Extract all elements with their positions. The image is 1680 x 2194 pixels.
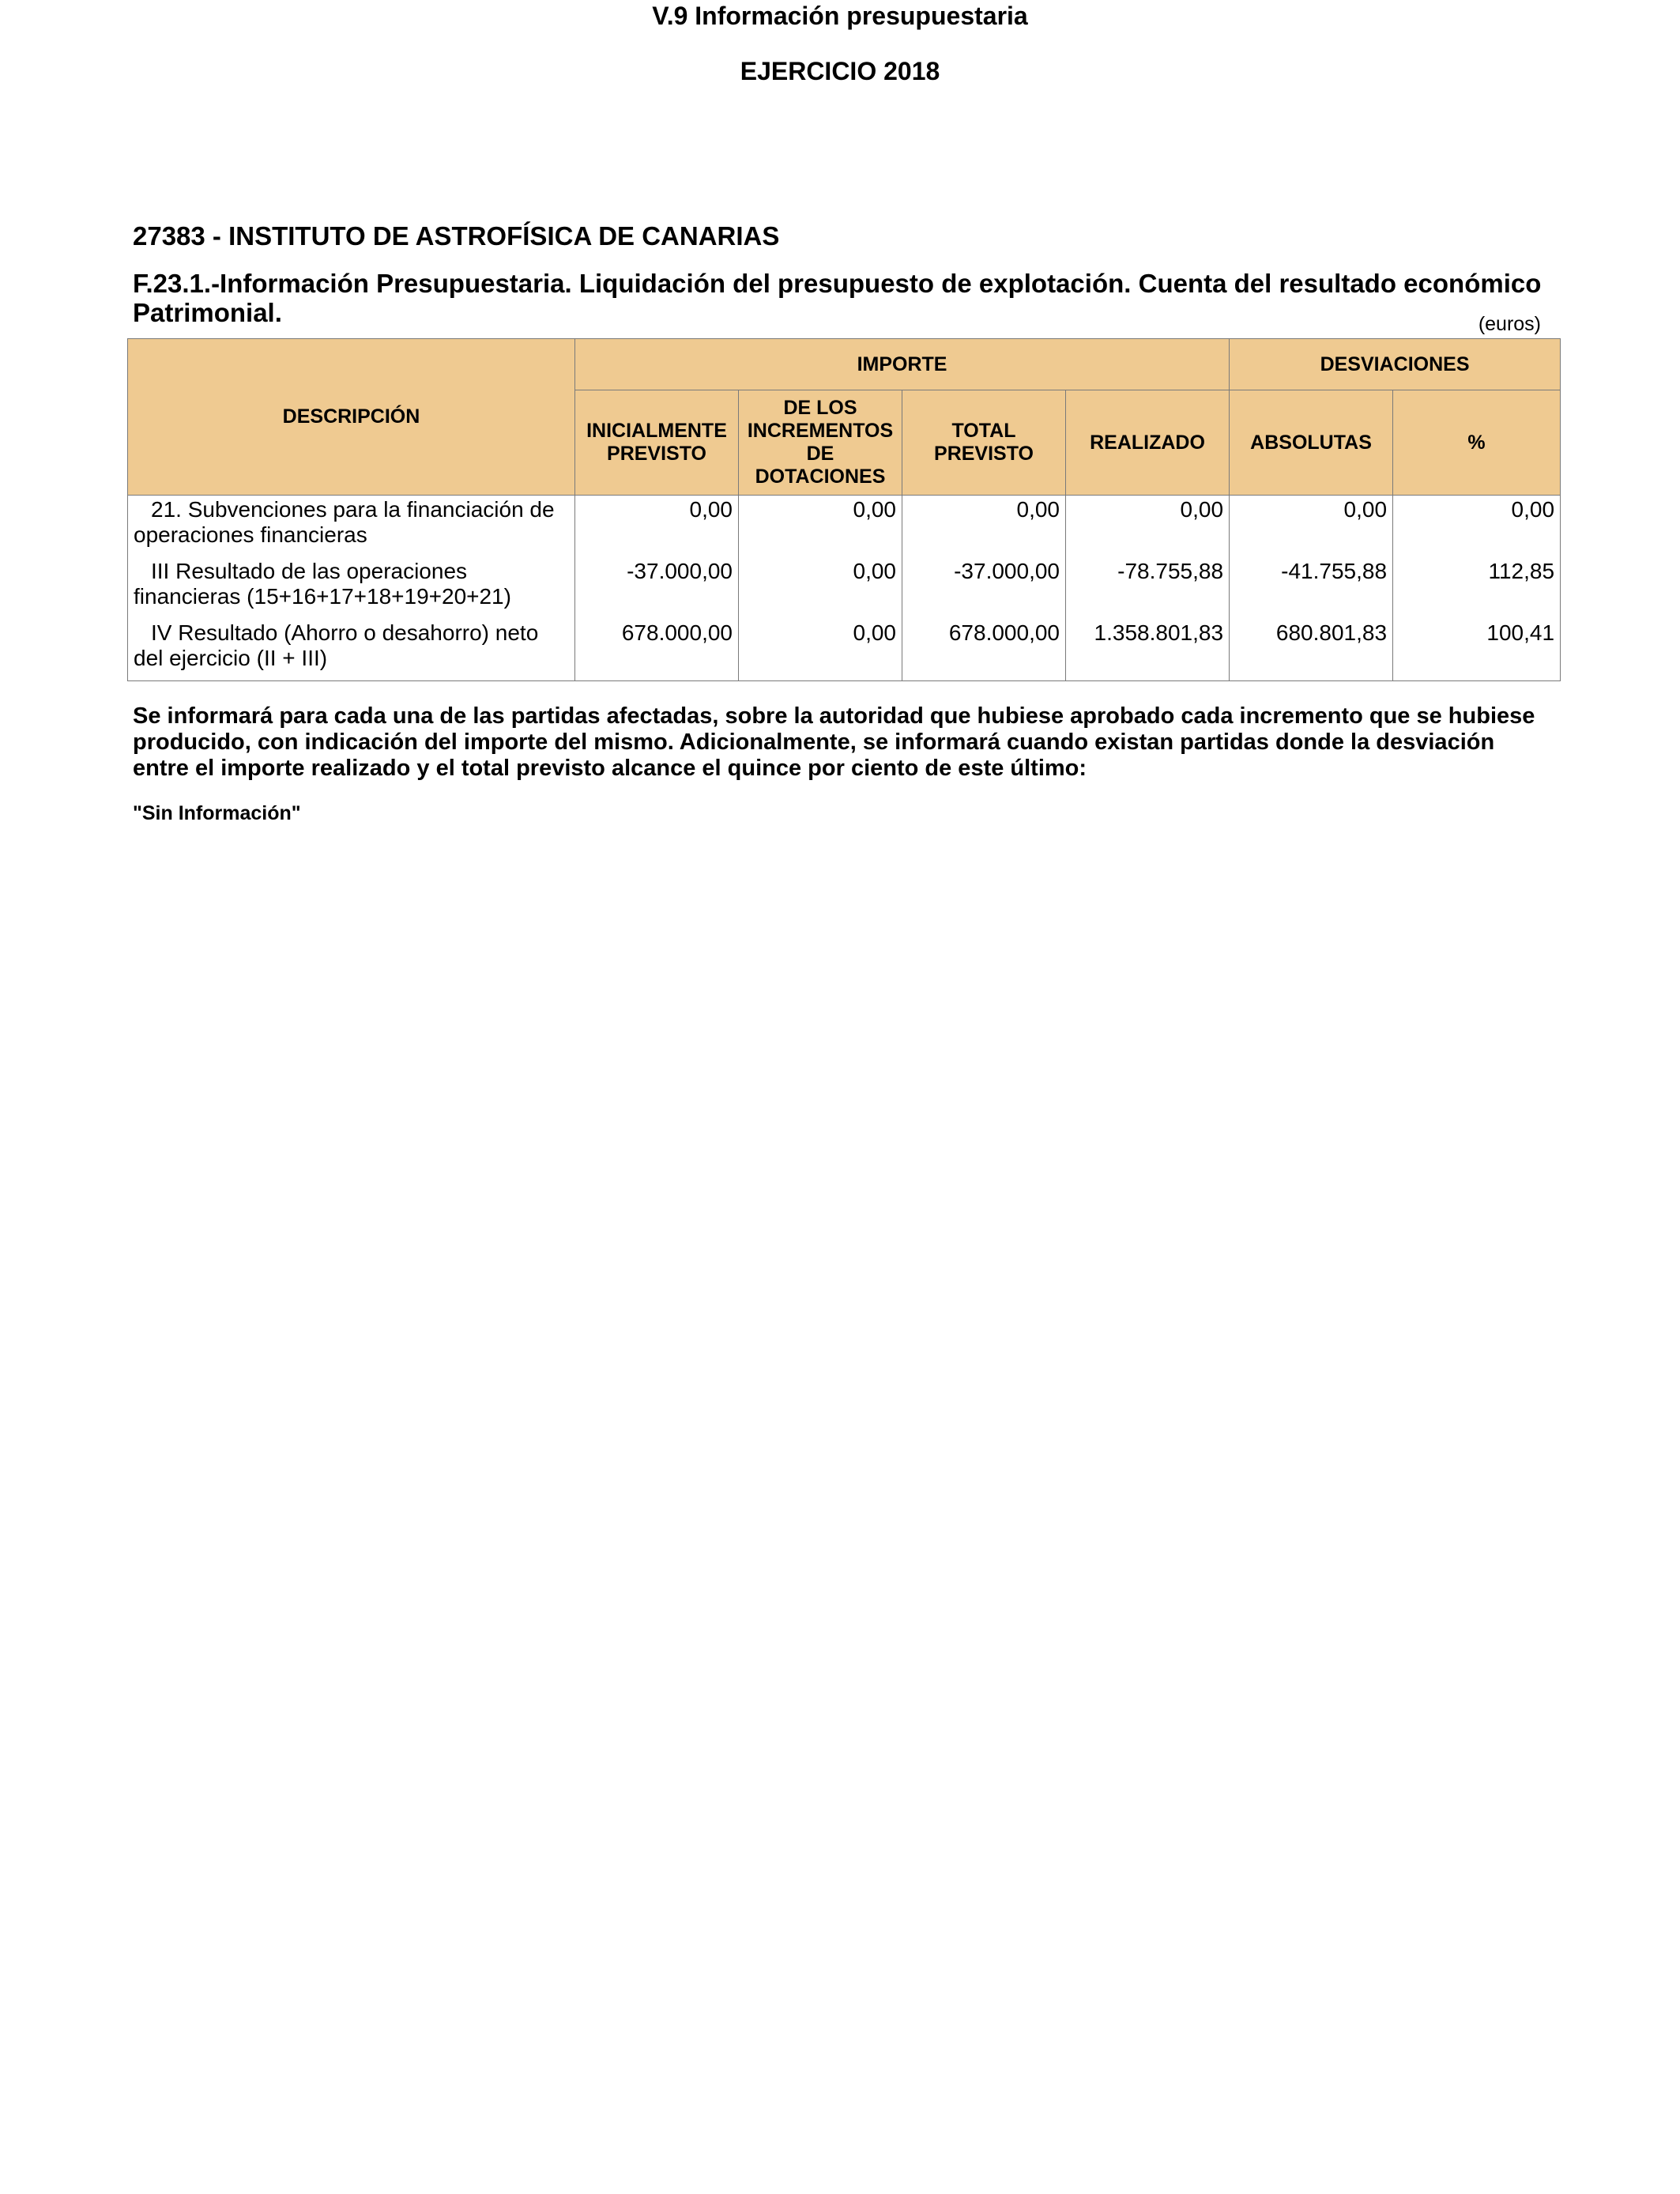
row-description: IV Resultado (Ahorro o desahorro) neto del ejercicio (II + III) bbox=[128, 619, 575, 681]
budget-table bbox=[127, 338, 1561, 681]
report-title: F.23.1.-Información Presupuestaria. Liquidación del presupuesto de explotación. Cuenta del resultado económico Patrimonial. bbox=[133, 269, 1542, 327]
group-header-desviaciones: DESVIACIONES bbox=[1230, 339, 1561, 390]
table-row bbox=[128, 496, 1561, 558]
entity-title: 27383 - INSTITUTO DE ASTROFÍSICA DE CANARIAS bbox=[133, 221, 780, 251]
column-header-description: DESCRIPCIÓN bbox=[128, 339, 575, 496]
column-header-percent: % bbox=[1393, 390, 1561, 496]
cell-total-previsto: 678.000,00 bbox=[902, 619, 1066, 681]
cell-total-previsto: 0,00 bbox=[902, 496, 1066, 558]
cell-realizado: 1.358.801,83 bbox=[1066, 619, 1230, 681]
cell-incrementos: 0,00 bbox=[739, 619, 902, 681]
cell-incrementos: 0,00 bbox=[739, 496, 902, 558]
row-description: III Resultado de las operaciones financieras (15+16+17+18+19+20+21) bbox=[128, 557, 575, 619]
column-header-absolutas: ABSOLUTAS bbox=[1230, 390, 1393, 496]
cell-realizado: -78.755,88 bbox=[1066, 557, 1230, 619]
column-header-inicialmente-previsto: INICIALMENTE PREVISTO bbox=[575, 390, 739, 496]
cell-inicialmente-previsto: 678.000,00 bbox=[575, 619, 739, 681]
cell-percent: 112,85 bbox=[1393, 557, 1561, 619]
cell-inicialmente-previsto: 0,00 bbox=[575, 496, 739, 558]
column-header-total-previsto: TOTAL PREVISTO bbox=[902, 390, 1066, 496]
cell-absolutas: -41.755,88 bbox=[1230, 557, 1393, 619]
cell-inicialmente-previsto: -37.000,00 bbox=[575, 557, 739, 619]
fiscal-year-heading: EJERCICIO 2018 bbox=[740, 57, 940, 85]
group-header-importe: IMPORTE bbox=[575, 339, 1230, 390]
cell-total-previsto: -37.000,00 bbox=[902, 557, 1066, 619]
table-row bbox=[128, 557, 1561, 619]
column-header-realizado: REALIZADO bbox=[1066, 390, 1230, 496]
cell-absolutas: 680.801,83 bbox=[1230, 619, 1393, 681]
no-information-text: "Sin Información" bbox=[133, 802, 301, 824]
deviation-notice: Se informará para cada una de las partidas afectadas, sobre la autoridad que hubiese aprobado cada incremento que se hubiese producido, con indicación del importe del mismo. Adicionalmente, se informará cuando existan partidas donde la desviación entre el importe realizado y el total previsto alcance el quince por ciento de este último: bbox=[133, 703, 1535, 781]
cell-realizado: 0,00 bbox=[1066, 496, 1230, 558]
section-heading: V.9 Información presupuestaria bbox=[652, 2, 1028, 30]
cell-incrementos: 0,00 bbox=[739, 557, 902, 619]
cell-percent: 100,41 bbox=[1393, 619, 1561, 681]
cell-absolutas: 0,00 bbox=[1230, 496, 1393, 558]
column-header-incrementos: DE LOS INCREMENTOS DE DOTACIONES bbox=[739, 390, 902, 496]
row-description: 21. Subvenciones para la financiación de operaciones financieras bbox=[128, 496, 575, 558]
units-label: (euros) bbox=[1478, 313, 1541, 335]
cell-percent: 0,00 bbox=[1393, 496, 1561, 558]
table-row bbox=[128, 619, 1561, 681]
